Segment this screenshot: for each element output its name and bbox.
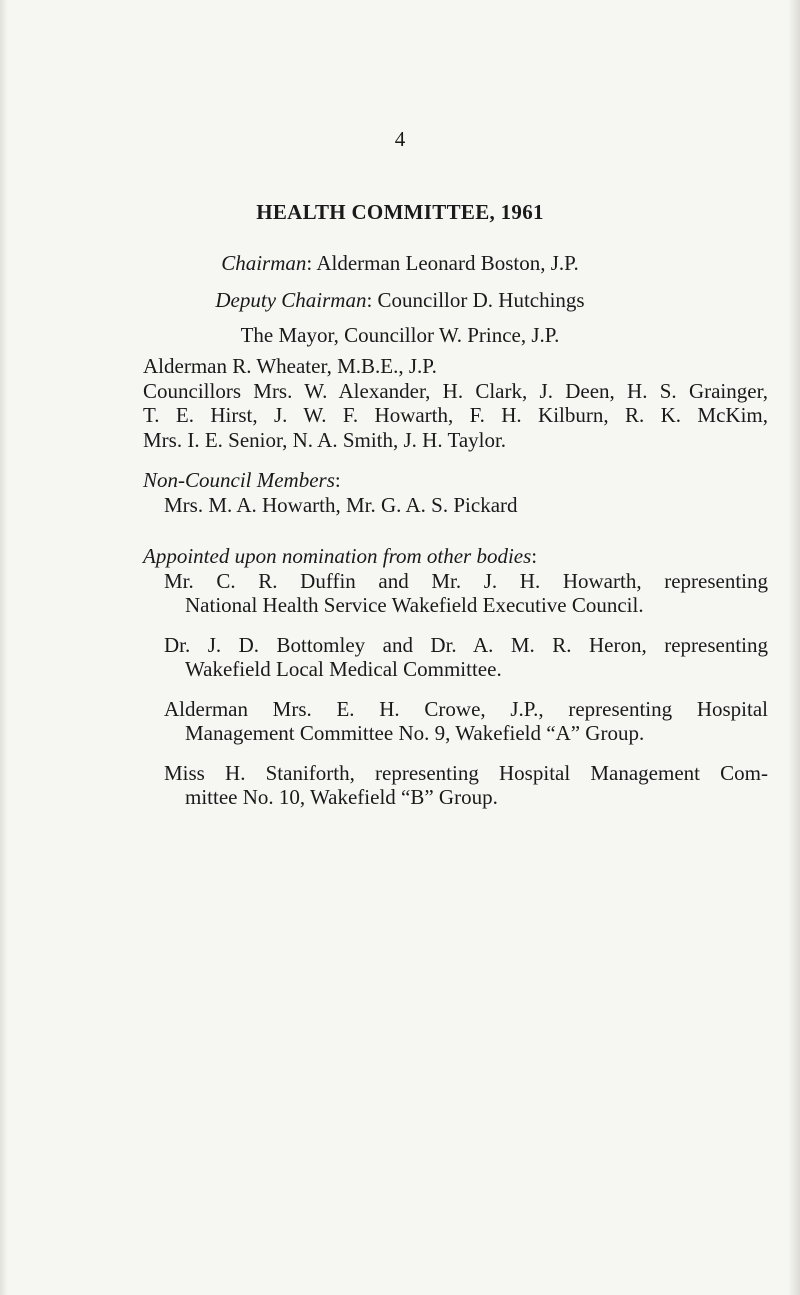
appointed-entry (143, 761, 768, 810)
member-line: Councillors Mrs. W. Alexander, H. Clark, J. Deen, H. S. Grainger, (143, 378, 768, 403)
non-council-section (143, 468, 768, 517)
page-number: 4 (394, 127, 406, 151)
deputy-chairman-name: : Councillor D. Hutchings (366, 288, 585, 312)
appointed-entry-line: Mr. C. R. Duffin and Mr. J. H. Howarth, representing (164, 568, 768, 593)
members-list (143, 354, 768, 452)
deputy-chairman-role: Deputy Chairman (215, 288, 367, 312)
appointed-section (143, 544, 768, 810)
appointed-entry-line: Miss H. Staniforth, representing Hospital Management Com- (164, 760, 768, 785)
non-council-heading: Non-Council Members (143, 468, 335, 492)
appointed-entry-line: Alderman Mrs. E. H. Crowe, J.P., representing Hospital (164, 696, 768, 721)
page-title: HEALTH COMMITTEE, 1961 (256, 200, 544, 224)
appointed-heading: Appointed upon nomination from other bodies (143, 544, 532, 568)
non-council-heading-colon: : (334, 468, 341, 492)
member-line: Mrs. I. E. Senior, N. A. Smith, J. H. Taylor. (143, 427, 507, 452)
appointed-heading-line (143, 544, 768, 569)
appointed-entry (143, 569, 768, 618)
non-council-names: Mrs. M. A. Howarth, Mr. G. A. S. Pickard (164, 492, 518, 517)
chairman-role: Chairman (221, 251, 307, 275)
non-council-heading-line (143, 468, 768, 493)
mayor-line: The Mayor, Councillor W. Prince, J.P. (240, 323, 560, 347)
page-edge-right (788, 0, 800, 1295)
appointed-heading-colon: : (531, 544, 538, 568)
appointed-entry-line: Dr. J. D. Bottomley and Dr. A. M. R. Heron, representing (164, 632, 768, 657)
chairman-line (0, 250, 800, 276)
member-line: Alderman R. Wheater, M.B.E., J.P. (143, 354, 437, 378)
page-edge-left (0, 0, 8, 1295)
appointed-entry (143, 633, 768, 682)
member-line: T. E. Hirst, J. W. F. Howarth, F. H. Kilburn, R. K. McKim, (143, 403, 768, 427)
appointed-entry (143, 697, 768, 746)
appointed-entry-line: mittee No. 10, Wakefield “B” Group. (185, 785, 498, 809)
appointed-entry-line: Wakefield Local Medical Committee. (185, 657, 502, 681)
appointed-entry-line: Management Committee No. 9, Wakefield “A” Group. (185, 721, 645, 745)
appointed-entry-line: National Health Service Wakefield Executive Council. (185, 593, 644, 617)
chairman-name: : Alderman Leonard Boston, J.P. (306, 251, 579, 275)
deputy-chairman-line (0, 287, 800, 313)
